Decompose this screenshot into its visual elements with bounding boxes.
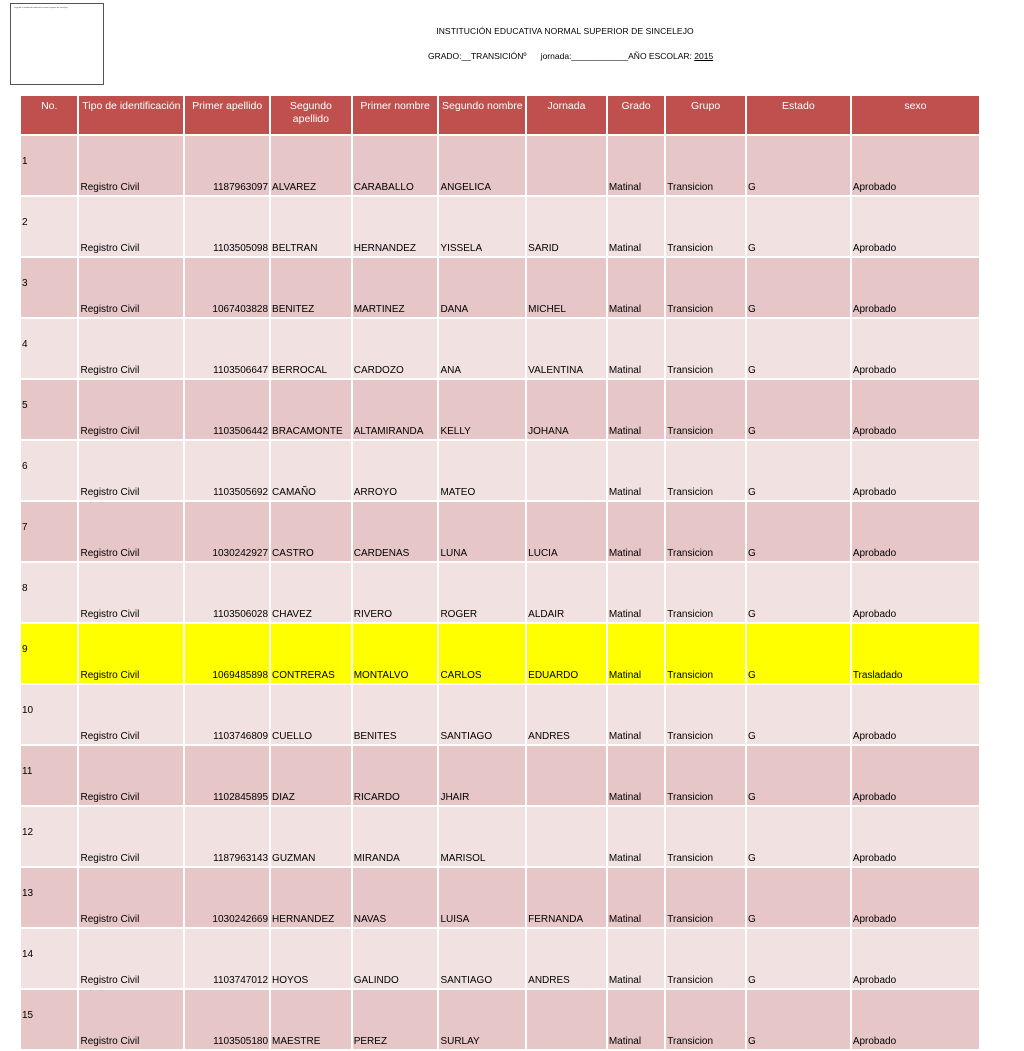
cell-second-name: SARID	[527, 197, 606, 256]
table-row	[21, 990, 979, 1049]
cell-id-type: Registro Civil	[79, 624, 183, 683]
cell-first-name: SURLAY	[439, 990, 525, 1049]
cell-grade: Transicion	[666, 136, 745, 195]
cell-second-name	[527, 807, 606, 866]
id-number: 1103505098	[213, 243, 269, 254]
cell-first-surname: HERNANDEZ	[271, 868, 351, 927]
cell-number: 6	[21, 441, 77, 500]
cell-number: 2	[21, 197, 77, 256]
table-row	[21, 929, 979, 988]
cell-grade: Transicion	[666, 502, 745, 561]
cell-first-surname: BELTRAN	[271, 197, 351, 256]
header-grade: Grado	[608, 96, 664, 134]
cell-status: Aprobado	[852, 868, 979, 927]
cell-shift: Matinal	[608, 136, 664, 195]
cell-first-surname: ALVAREZ	[271, 136, 351, 195]
cell-number: 12	[21, 807, 77, 866]
cell-number: 7	[21, 502, 77, 561]
cell-id-number	[185, 685, 269, 744]
cell-group: G	[747, 258, 850, 317]
cell-first-surname: BRACAMONTE	[271, 380, 351, 439]
cell-group: G	[747, 624, 850, 683]
cell-shift: Matinal	[608, 258, 664, 317]
header-status: Estado	[747, 96, 850, 134]
cell-shift: Matinal	[608, 319, 664, 378]
header-id-type: Tipo de identificación	[79, 96, 183, 134]
cell-id-type: Registro Civil	[79, 197, 183, 256]
id-number: 1103506442	[213, 426, 269, 437]
id-number: 1103505692	[213, 487, 269, 498]
cell-second-surname: MIRANDA	[353, 807, 438, 866]
cell-shift: Matinal	[608, 868, 664, 927]
cell-first-surname: CAMAÑO	[271, 441, 351, 500]
cell-group: G	[747, 136, 850, 195]
cell-first-surname: CASTRO	[271, 502, 351, 561]
cell-number: 9	[21, 624, 77, 683]
cell-grade: Transicion	[666, 380, 745, 439]
cell-first-surname: GUZMAN	[271, 807, 351, 866]
cell-id-number	[185, 990, 269, 1049]
cell-first-surname: CONTRERAS	[271, 624, 351, 683]
cell-grade: Transicion	[666, 868, 745, 927]
students-table	[19, 94, 981, 1051]
cell-grade: Transicion	[666, 624, 745, 683]
cell-second-surname: ARROYO	[353, 441, 438, 500]
cell-second-surname: CARABALLO	[353, 136, 438, 195]
cell-grade: Transicion	[666, 319, 745, 378]
header-second-name: Segundo nombre	[439, 96, 525, 134]
cell-id-type: Registro Civil	[79, 990, 183, 1049]
cell-status: Aprobado	[852, 990, 979, 1049]
cell-shift: Matinal	[608, 685, 664, 744]
cell-second-surname: GALINDO	[353, 929, 438, 988]
id-number: 1030242927	[212, 548, 269, 559]
cell-grade: Transicion	[666, 746, 745, 805]
header-first-surname: Primer apellido	[185, 96, 269, 134]
cell-status: Aprobado	[852, 380, 979, 439]
cell-id-number	[185, 929, 269, 988]
cell-group: G	[747, 685, 850, 744]
cell-id-type: Registro Civil	[79, 441, 183, 500]
cell-id-number	[185, 380, 269, 439]
cell-id-type: Registro Civil	[79, 868, 183, 927]
cell-second-surname: RIVERO	[353, 563, 438, 622]
document-title: INSTITUCIÓN EDUCATIVA NORMAL SUPERIOR DE SINCELEJO	[436, 26, 694, 36]
cell-id-type: Registro Civil	[79, 685, 183, 744]
header-group: Grupo	[666, 96, 745, 134]
cell-shift: Matinal	[608, 441, 664, 500]
cell-group: G	[747, 380, 850, 439]
cell-id-number	[185, 807, 269, 866]
cell-second-name: EDUARDO	[527, 624, 606, 683]
cell-number: 8	[21, 563, 77, 622]
table-row	[21, 746, 979, 805]
id-number: 1103506647	[213, 365, 269, 376]
cell-group: G	[747, 197, 850, 256]
cell-first-name: MATEO	[439, 441, 525, 500]
cell-first-surname: DIAZ	[271, 746, 351, 805]
cell-shift: Matinal	[608, 563, 664, 622]
cell-shift: Matinal	[608, 624, 664, 683]
cell-second-surname: MARTINEZ	[353, 258, 438, 317]
cell-first-name: KELLY	[439, 380, 525, 439]
cell-status: Aprobado	[852, 929, 979, 988]
cell-id-type: Registro Civil	[79, 380, 183, 439]
cell-number: 1	[21, 136, 77, 195]
cell-grade: Transicion	[666, 990, 745, 1049]
cell-first-name: MARISOL	[439, 807, 525, 866]
table-row	[21, 136, 979, 195]
cell-id-type: Registro Civil	[79, 319, 183, 378]
cell-grade: Transicion	[666, 563, 745, 622]
cell-status: Aprobado	[852, 197, 979, 256]
cell-first-surname: BENITEZ	[271, 258, 351, 317]
cell-id-number	[185, 258, 269, 317]
cell-id-type: Registro Civil	[79, 258, 183, 317]
id-number: 1103746809	[213, 731, 269, 742]
cell-status: Aprobado	[852, 136, 979, 195]
cell-second-name: VALENTINA	[527, 319, 606, 378]
cell-second-surname: ALTAMIRANDA	[353, 380, 438, 439]
cell-number: 4	[21, 319, 77, 378]
id-number: 1187963097	[213, 182, 269, 193]
cell-grade: Transicion	[666, 197, 745, 256]
cell-id-type: Registro Civil	[79, 746, 183, 805]
cell-second-name: LUCIA	[527, 502, 606, 561]
cell-group: G	[747, 929, 850, 988]
institution-logo	[10, 3, 104, 85]
table-row	[21, 197, 979, 256]
header-first-name: Primer nombre	[353, 96, 438, 134]
cell-grade: Transicion	[666, 685, 745, 744]
cell-status: Aprobado	[852, 502, 979, 561]
cell-grade: Transicion	[666, 929, 745, 988]
cell-second-name: ALDAIR	[527, 563, 606, 622]
cell-number: 5	[21, 380, 77, 439]
cell-second-name: ANDRES	[527, 929, 606, 988]
id-number: 1102845895	[213, 792, 269, 803]
cell-group: G	[747, 502, 850, 561]
cell-status: Aprobado	[852, 685, 979, 744]
cell-first-name: YISSELA	[439, 197, 525, 256]
table-row	[21, 258, 979, 317]
cell-first-name: ANGELICA	[439, 136, 525, 195]
cell-first-name: ROGER	[439, 563, 525, 622]
cell-shift: Matinal	[608, 197, 664, 256]
cell-id-number	[185, 746, 269, 805]
cell-first-surname: CUELLO	[271, 685, 351, 744]
cell-first-name: SANTIAGO	[439, 685, 525, 744]
cell-status: Aprobado	[852, 441, 979, 500]
cell-group: G	[747, 807, 850, 866]
cell-number: 3	[21, 258, 77, 317]
school-year: 2015	[694, 51, 714, 61]
cell-first-name: SANTIAGO	[439, 929, 525, 988]
id-number: 1103506028	[213, 609, 269, 620]
id-number: 1187963143	[213, 853, 269, 864]
cell-first-name: CARLOS	[439, 624, 525, 683]
header-sex: sexo	[852, 96, 979, 134]
header-shift: Jornada	[527, 96, 606, 134]
cell-second-surname: PEREZ	[353, 990, 438, 1049]
cell-first-surname: MAESTRE	[271, 990, 351, 1049]
logo-caption: Logo de la institución educativa normal superior de sincelejo	[14, 7, 68, 9]
header-no: No.	[21, 96, 77, 134]
cell-id-type: Registro Civil	[79, 136, 183, 195]
cell-group: G	[747, 319, 850, 378]
cell-first-name: DANA	[439, 258, 525, 317]
table-header-row	[21, 96, 979, 134]
cell-second-surname: BENITES	[353, 685, 438, 744]
id-number: 1103505180	[213, 1036, 269, 1047]
cell-group: G	[747, 868, 850, 927]
header-second-surname: Segundo apellido	[271, 96, 351, 134]
cell-first-name: LUNA	[439, 502, 525, 561]
cell-status: Trasladado	[852, 624, 979, 683]
cell-id-number	[185, 441, 269, 500]
cell-id-number	[185, 624, 269, 683]
table-row	[21, 441, 979, 500]
cell-group: G	[747, 563, 850, 622]
cell-second-name	[527, 136, 606, 195]
cell-second-surname: CARDENAS	[353, 502, 438, 561]
table-row	[21, 563, 979, 622]
cell-second-surname: MONTALVO	[353, 624, 438, 683]
cell-first-name: ANA	[439, 319, 525, 378]
table-row-highlighted	[21, 624, 979, 683]
id-number: 1067403828	[212, 304, 269, 315]
cell-group: G	[747, 746, 850, 805]
cell-second-surname: CARDOZO	[353, 319, 438, 378]
cell-id-number	[185, 563, 269, 622]
cell-first-surname: CHAVEZ	[271, 563, 351, 622]
cell-second-name	[527, 990, 606, 1049]
cell-status: Aprobado	[852, 807, 979, 866]
cell-second-name: ANDRES	[527, 685, 606, 744]
id-number: 1069485898	[212, 670, 269, 681]
table-row	[21, 685, 979, 744]
cell-id-type: Registro Civil	[79, 502, 183, 561]
cell-id-number	[185, 319, 269, 378]
cell-status: Aprobado	[852, 563, 979, 622]
cell-number: 14	[21, 929, 77, 988]
cell-id-number	[185, 136, 269, 195]
cell-second-name: FERNANDA	[527, 868, 606, 927]
id-number: 1103747012	[213, 975, 269, 986]
cell-number: 10	[21, 685, 77, 744]
cell-shift: Matinal	[608, 990, 664, 1049]
cell-number: 15	[21, 990, 77, 1049]
cell-group: G	[747, 990, 850, 1049]
cell-grade: Transicion	[666, 258, 745, 317]
cell-shift: Matinal	[608, 380, 664, 439]
cell-status: Aprobado	[852, 258, 979, 317]
table-row	[21, 380, 979, 439]
cell-id-type: Registro Civil	[79, 929, 183, 988]
table-row	[21, 807, 979, 866]
cell-second-name: MICHEL	[527, 258, 606, 317]
table-row	[21, 868, 979, 927]
grade-line	[428, 51, 713, 61]
cell-shift: Matinal	[608, 807, 664, 866]
cell-group: G	[747, 441, 850, 500]
cell-first-name: JHAIR	[439, 746, 525, 805]
cell-first-surname: HOYOS	[271, 929, 351, 988]
grade-label: GRADO:__TRANSICIÓNº	[428, 51, 527, 61]
cell-second-name: JOHANA	[527, 380, 606, 439]
cell-second-surname: NAVAS	[353, 868, 438, 927]
shift-year-label: jornada:____________AÑO ESCOLAR:	[540, 51, 695, 61]
cell-shift: Matinal	[608, 746, 664, 805]
cell-second-surname: HERNANDEZ	[353, 197, 438, 256]
cell-id-number	[185, 502, 269, 561]
cell-id-number	[185, 868, 269, 927]
cell-id-type: Registro Civil	[79, 807, 183, 866]
cell-second-name	[527, 441, 606, 500]
cell-grade: Transicion	[666, 807, 745, 866]
cell-second-surname: RICARDO	[353, 746, 438, 805]
cell-shift: Matinal	[608, 502, 664, 561]
cell-number: 13	[21, 868, 77, 927]
cell-first-name: LUISA	[439, 868, 525, 927]
cell-second-name	[527, 746, 606, 805]
cell-id-type: Registro Civil	[79, 563, 183, 622]
cell-status: Aprobado	[852, 746, 979, 805]
table-row	[21, 502, 979, 561]
table-row	[21, 319, 979, 378]
cell-grade: Transicion	[666, 441, 745, 500]
cell-id-number	[185, 197, 269, 256]
cell-status: Aprobado	[852, 319, 979, 378]
cell-first-surname: BERROCAL	[271, 319, 351, 378]
id-number: 1030242669	[212, 914, 269, 925]
cell-number: 11	[21, 746, 77, 805]
cell-shift: Matinal	[608, 929, 664, 988]
